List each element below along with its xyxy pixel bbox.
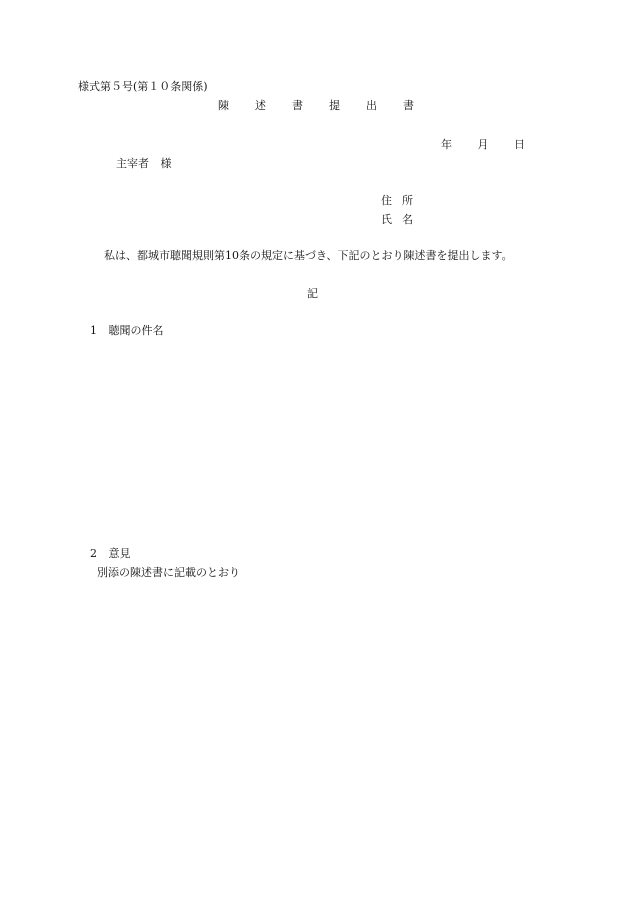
addressee: 主宰者 様 xyxy=(116,157,172,170)
form-number: 様式第５号(第１０条関係) xyxy=(78,80,208,93)
item-1-heading: 1 聴聞の件名 xyxy=(90,324,164,337)
item-2-content: 別添の陳述書に記載のとおり xyxy=(97,566,240,579)
ki-heading: 記 xyxy=(307,287,318,300)
name-label: 氏名 xyxy=(381,213,423,226)
date-line: 年 月 日 xyxy=(441,138,525,151)
document-title: 陳述書提出書 xyxy=(218,99,440,112)
item-2-heading: 2 意見 xyxy=(90,547,131,560)
address-label: 住所 xyxy=(381,194,423,207)
body-text: 私は、都城市聴聞規則第10条の規定に基づき、下記のとおり陳述書を提出します。 xyxy=(104,249,513,262)
